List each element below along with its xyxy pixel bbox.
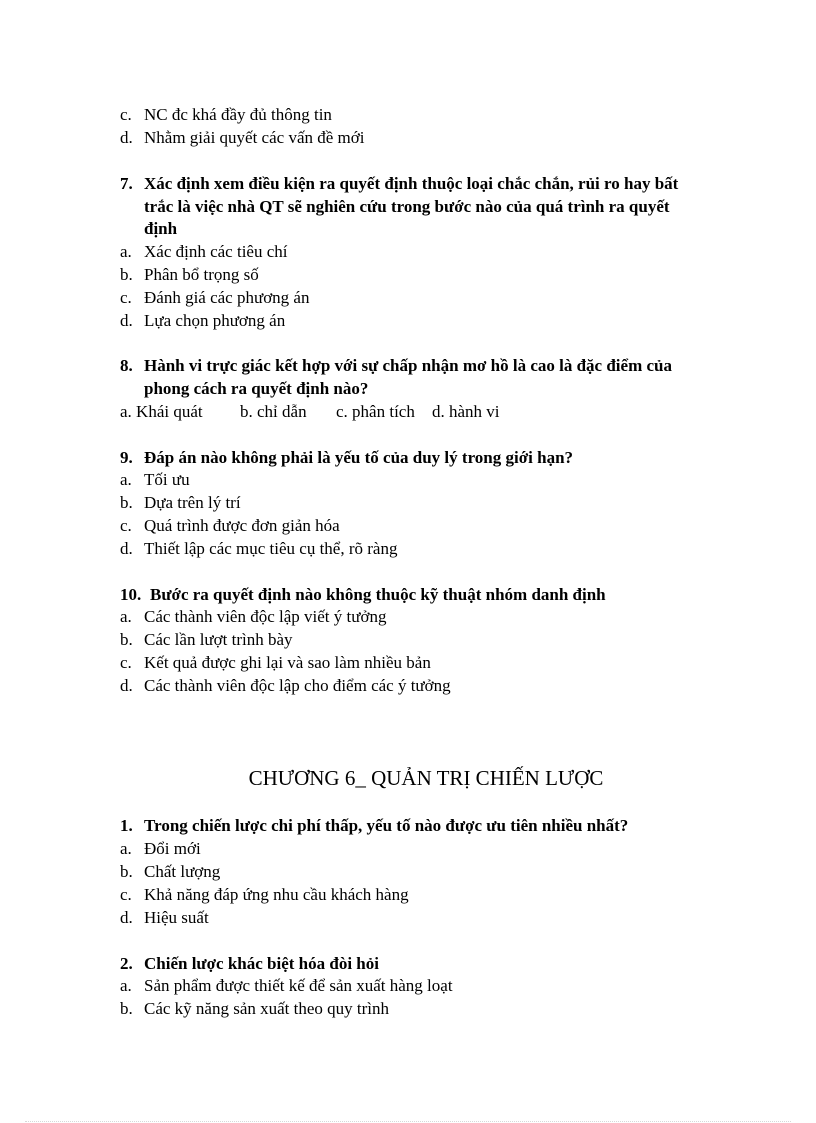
- question-text: Hành vi trực giác kết hợp với sự chấp nhận mơ hồ là cao là đặc điểm của: [144, 356, 672, 375]
- page-footer-divider: [25, 1121, 791, 1122]
- question-number: 9.: [120, 448, 133, 467]
- question-text: Xác định xem điều kiện ra quyết định thuộc loại chắc chắn, rủi ro hay bất: [144, 174, 679, 193]
- option-text: Hiệu suất: [144, 908, 209, 927]
- option-label: b.: [120, 630, 133, 649]
- question-text: phong cách ra quyết định nào?: [144, 379, 369, 398]
- option-label: a.: [120, 607, 132, 626]
- question-number: 7.: [120, 174, 133, 193]
- question-number: 1.: [120, 816, 133, 835]
- option-label: a.: [120, 839, 132, 858]
- option-text: Các thành viên độc lập viết ý tưởng: [144, 607, 387, 626]
- option-label: c.: [120, 105, 132, 124]
- option-text: Dựa trên lý trí: [144, 493, 241, 512]
- option-b: b. chỉ dẫn: [240, 402, 307, 421]
- option-text: Các kỹ năng sản xuất theo quy trình: [144, 999, 390, 1018]
- option-text: Chất lượng: [144, 862, 221, 881]
- option-text: Đánh giá các phương án: [144, 288, 310, 307]
- option-c: c. phân tích: [336, 402, 415, 421]
- option-label: c.: [120, 885, 132, 904]
- option-text: Các lần lượt trình bày: [144, 630, 293, 649]
- option-label: d.: [120, 311, 133, 330]
- question-text: Trong chiến lược chi phí thấp, yếu tố nào được ưu tiên nhiều nhất?: [144, 816, 629, 835]
- option-label: d.: [120, 128, 133, 147]
- option-label: b.: [120, 862, 133, 881]
- option-label: a.: [120, 976, 132, 995]
- option-text: Quá trình được đơn giản hóa: [144, 516, 340, 535]
- option-text: Khả năng đáp ứng nhu cầu khách hàng: [144, 885, 409, 904]
- option-label: d.: [120, 676, 133, 695]
- chapter-heading: CHƯƠNG 6_ QUẢN TRỊ CHIẾN LƯỢC: [248, 766, 604, 790]
- option-label: c.: [120, 516, 132, 535]
- option-label: a.: [120, 470, 132, 489]
- option-text: Xác định các tiêu chí: [144, 242, 288, 261]
- option-label: d.: [120, 539, 133, 558]
- option-text: NC đc khá đầy đủ thông tin: [144, 105, 332, 124]
- question-number: 8.: [120, 356, 133, 375]
- option-text: Sản phẩm được thiết kế để sản xuất hàng loạt: [144, 976, 453, 995]
- option-d: d. hành vi: [432, 402, 500, 421]
- option-text: Các thành viên độc lập cho điểm các ý tưởng: [144, 676, 451, 695]
- option-text: Kết quả được ghi lại và sao làm nhiều bản: [144, 653, 431, 672]
- option-label: c.: [120, 653, 132, 672]
- question-text: Bước ra quyết định nào không thuộc kỹ thuật nhóm danh định: [150, 585, 606, 604]
- option-text: Phân bổ trọng số: [144, 265, 259, 284]
- option-label: d.: [120, 908, 133, 927]
- question-text: Chiến lược khác biệt hóa đòi hỏi: [144, 954, 379, 973]
- question-text: định: [144, 219, 178, 238]
- question-number: 10.: [120, 585, 142, 604]
- option-label: a.: [120, 242, 132, 261]
- question-text: Đáp án nào không phải là yếu tố của duy lý trong giới hạn?: [144, 448, 574, 467]
- option-text: Lựa chọn phương án: [144, 311, 286, 330]
- option-text: Nhằm giải quyết các vấn đề mới: [144, 128, 365, 147]
- option-label: b.: [120, 493, 133, 512]
- option-text: Đổi mới: [144, 839, 201, 858]
- question-text: trắc là việc nhà QT sẽ nghiên cứu trong bước nào của quá trình ra quyết: [144, 197, 670, 216]
- question-number: 2.: [120, 954, 133, 973]
- option-label: b.: [120, 999, 133, 1018]
- option-a: a. Khái quát: [120, 402, 203, 421]
- option-label: c.: [120, 288, 132, 307]
- option-text: Thiết lập các mục tiêu cụ thể, rõ ràng: [144, 539, 398, 558]
- option-label: b.: [120, 265, 133, 284]
- option-text: Tối ưu: [144, 470, 190, 489]
